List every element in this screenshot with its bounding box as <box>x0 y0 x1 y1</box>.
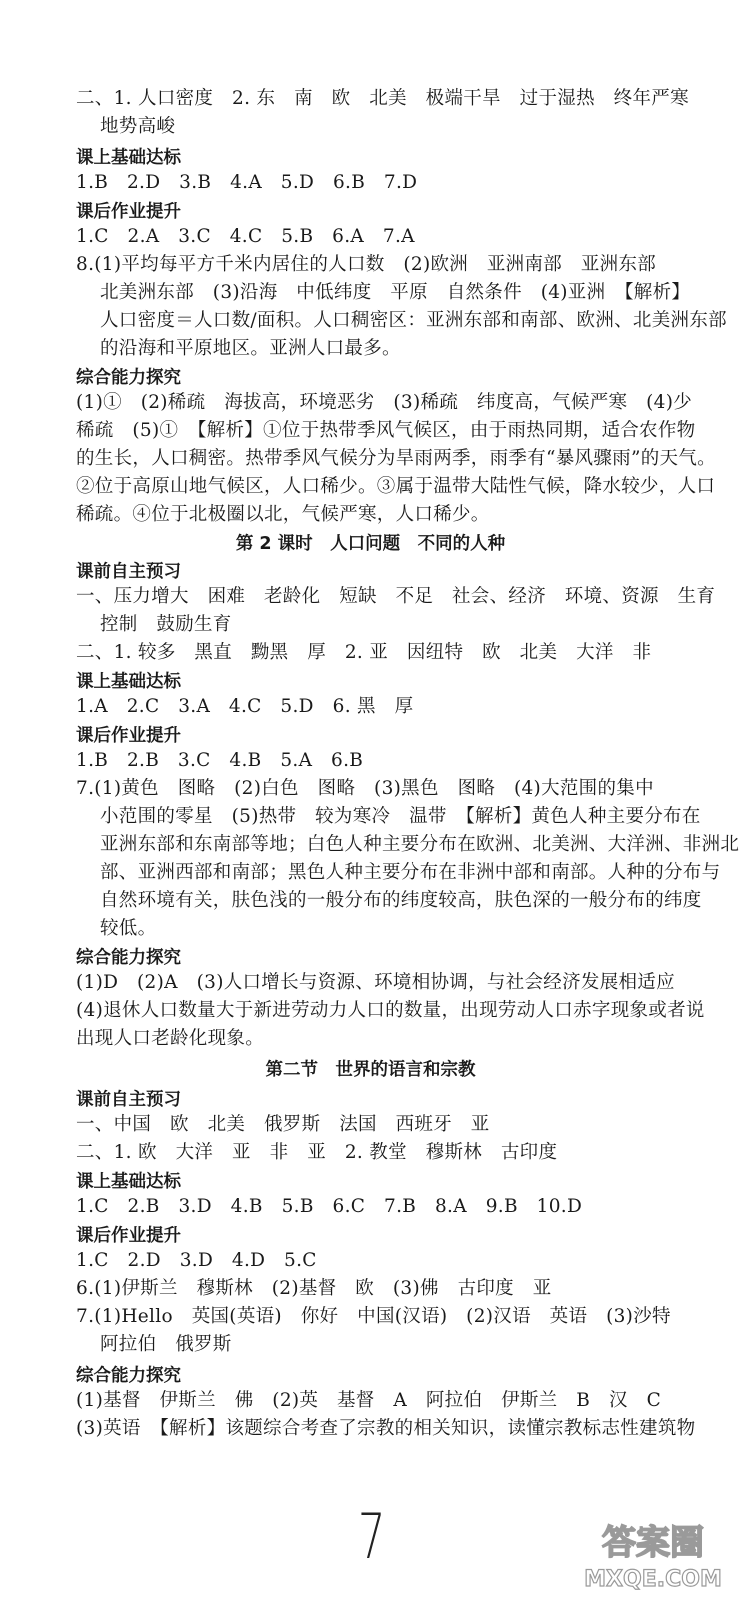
text-line: 地势高峻 <box>100 116 176 137</box>
text-line: 部、亚洲西部和南部；黑色人种主要分布在非洲中部和南部。人种的分布与 <box>100 862 721 883</box>
section-heading: 综合能力探究 <box>76 1366 181 1386</box>
section-title: 第二节 世界的语言和宗教 <box>265 1060 476 1080</box>
section-heading: 课后作业提升 <box>76 1226 181 1246</box>
section-heading: 综合能力探究 <box>76 368 181 388</box>
text-line: 7.(1)黄色 图略 (2)白色 图略 (3)黑色 图略 (4)大范围的集中 <box>76 778 654 799</box>
text-line: 自然环境有关，肤色浅的一般分布的纬度较高，肤色深的一般分布的纬度 <box>100 890 702 911</box>
text-line: 出现人口老龄化现象。 <box>76 1028 265 1049</box>
text-line: 1.C 2.D 3.D 4.D 5.C <box>76 1250 317 1271</box>
text-line: 稀疏。④位于北极圈以北，气候严寒，人口稀少。 <box>76 504 490 525</box>
text-line: 6.(1)伊斯兰 穆斯林 (2)基督 欧 (3)佛 古印度 亚 <box>76 1278 552 1299</box>
text-line: 二、1. 人口密度 2. 东 南 欧 北美 极端干旱 过于湿热 终年严寒 <box>76 88 689 109</box>
section-heading: 课上基础达标 <box>76 1172 181 1192</box>
section-heading: 课上基础达标 <box>76 148 181 168</box>
text-line: (1)① (2)稀疏 海拔高，环境恶劣 (3)稀疏 纬度高，气候严寒 (4)少 <box>76 392 693 413</box>
section-heading: 课前自主预习 <box>76 1090 181 1110</box>
text-line: 阿拉伯 俄罗斯 <box>100 1334 232 1355</box>
watermark-logo <box>568 1510 738 1595</box>
text-line: 小范围的零星 (5)热带 较为寒冷 温带 【解析】黄色人种主要分布在 <box>100 806 701 827</box>
text-line: 人口密度＝人口数/面积。人口稠密区：亚洲东部和南部、欧洲、北美洲东部 <box>100 310 727 331</box>
text-line: 1.A 2.C 3.A 4.C 5.D 6. 黑 厚 <box>76 696 414 717</box>
text-line: 一、中国 欧 北美 俄罗斯 法国 西班牙 亚 <box>76 1114 490 1135</box>
text-line: 一、压力增大 困难 老龄化 短缺 不足 社会、经济 环境、资源 生育 <box>76 586 716 607</box>
lesson-title: 第 2 课时 人口问题 不同的人种 <box>235 534 506 554</box>
text-line: 的沿海和平原地区。亚洲人口最多。 <box>100 338 401 359</box>
text-line: 北美洲东部 (3)沿海 中低纬度 平原 自然条件 (4)亚洲 【解析】 <box>100 282 691 303</box>
watermark-url: MXQE.COM <box>584 1567 722 1592</box>
text-line: 二、1. 欧 大洋 亚 非 亚 2. 教堂 穆斯林 古印度 <box>76 1142 558 1163</box>
watermark-text: 答案圈 <box>602 1523 704 1563</box>
section-heading: 课后作业提升 <box>76 202 181 222</box>
text-line: (3)英语 【解析】该题综合考查了宗教的相关知识，读懂宗教标志性建筑物 <box>76 1418 696 1439</box>
text-line: 控制 鼓励生育 <box>100 614 232 635</box>
text-line: 亚洲东部和东南部等地；白色人种主要分布在欧洲、北美洲、大洋洲、非洲北 <box>100 834 740 855</box>
text-line: 7.(1)Hello 英国(英语) 你好 中国(汉语) (2)汉语 英语 (3)沙特 <box>76 1306 671 1327</box>
text-line: ②位于高原山地气候区，人口稀少。③属于温带大陆性气候，降水较少，人口 <box>76 476 716 497</box>
text-line: 稀疏 (5)① 【解析】①位于热带季风气候区，由于雨热同期，适合农作物 <box>76 420 696 441</box>
text-line: 的生长，人口稠密。热带季风气候分为旱雨两季，雨季有“暴风骤雨”的天气。 <box>76 448 716 469</box>
text-line: (1)基督 伊斯兰 佛 (2)英 基督 A 阿拉伯 伊斯兰 B 汉 C <box>76 1390 662 1411</box>
text-line: 1.C 2.A 3.C 4.C 5.B 6.A 7.A <box>76 226 415 247</box>
page-number: 7 <box>357 1500 386 1573</box>
text-line: (4)退休人口数量大于新进劳动力人口的数量，出现劳动人口赤字现象或者说 <box>76 1000 705 1021</box>
text-line: 8.(1)平均每平方千米内居住的人口数 (2)欧洲 亚洲南部 亚洲东部 <box>76 254 657 275</box>
text-line: 较低。 <box>100 918 157 939</box>
text-line: (1)D (2)A (3)人口增长与资源、环境相协调，与社会经济发展相适应 <box>76 972 675 993</box>
text-line: 1.C 2.B 3.D 4.B 5.B 6.C 7.B 8.A 9.B 10.D <box>76 1196 583 1217</box>
section-heading: 课后作业提升 <box>76 726 181 746</box>
text-line: 二、1. 较多 黑直 黝黑 厚 2. 亚 因纽特 欧 北美 大洋 非 <box>76 642 652 663</box>
text-line: 1.B 2.D 3.B 4.A 5.D 6.B 7.D <box>76 172 418 193</box>
text-line: 1.B 2.B 3.C 4.B 5.A 6.B <box>76 750 364 771</box>
section-heading: 综合能力探究 <box>76 948 181 968</box>
section-heading: 课前自主预习 <box>76 562 181 582</box>
section-heading: 课上基础达标 <box>76 672 181 692</box>
